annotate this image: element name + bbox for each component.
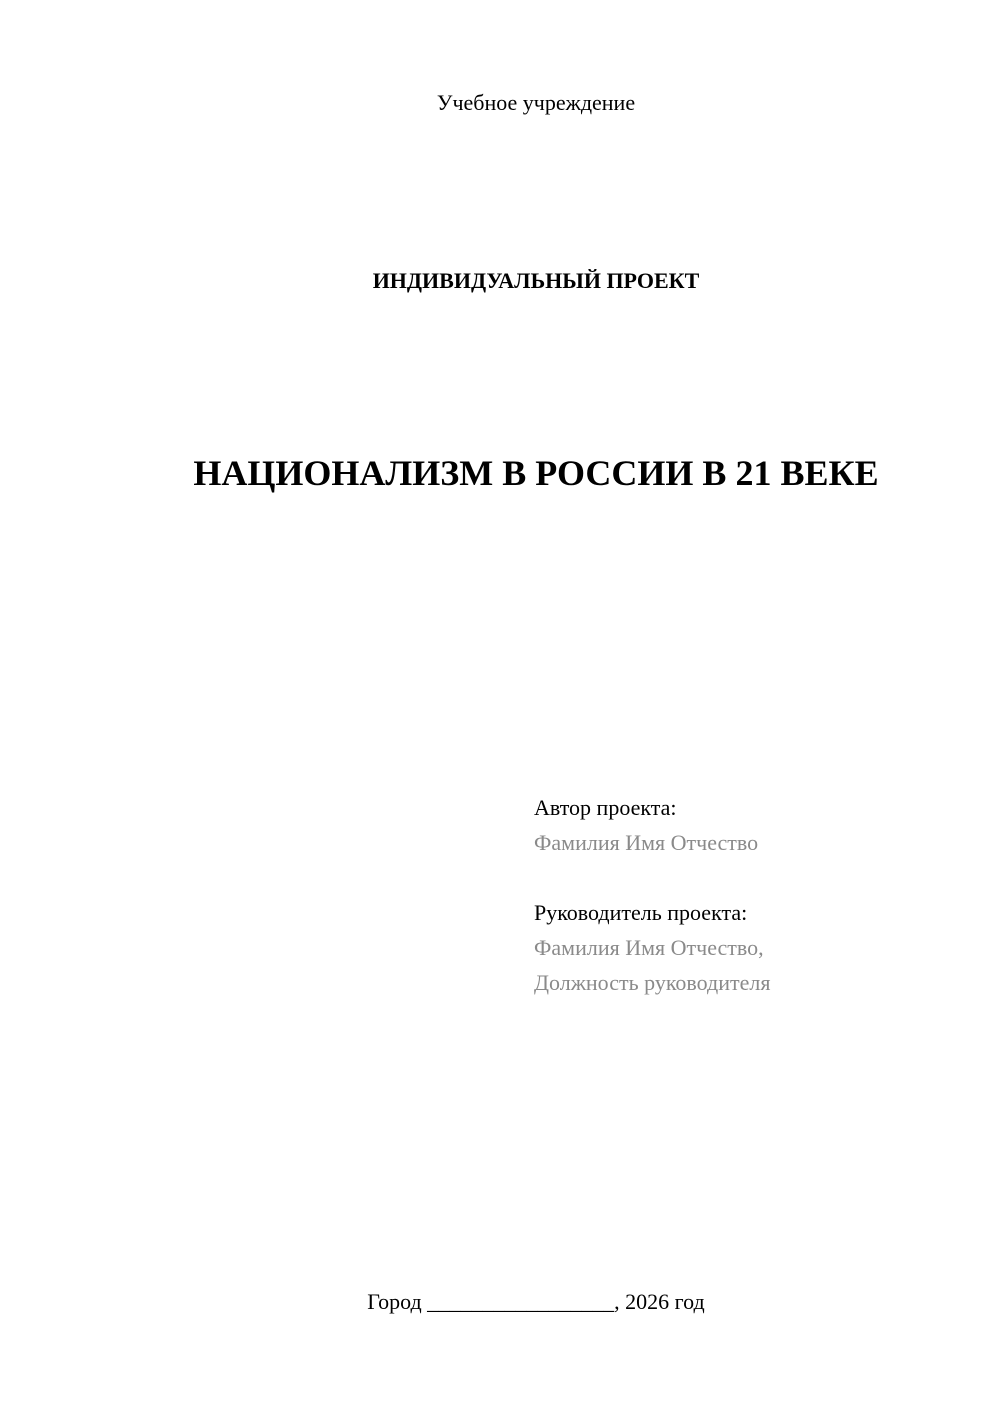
supervisor-position: Должность руководителя <box>534 970 771 995</box>
author-name: Фамилия Имя Отчество <box>534 830 759 855</box>
author-label: Автор проекта: <box>534 795 677 820</box>
city-year-line: Город _________________, 2026 год <box>367 1289 705 1314</box>
institution-name: Учебное учреждение <box>436 90 636 115</box>
project-type-heading: ИНДИВИДУАЛЬНЫЙ ПРОЕКТ <box>372 268 700 293</box>
supervisor-label: Руководитель проекта: <box>534 900 748 925</box>
project-info-block <box>534 790 770 1000</box>
spacer <box>534 860 770 895</box>
project-title: НАЦИОНАЛИЗМ В РОССИИ В 21 ВЕКЕ <box>193 453 879 493</box>
supervisor-name: Фамилия Имя Отчество, <box>534 935 764 960</box>
